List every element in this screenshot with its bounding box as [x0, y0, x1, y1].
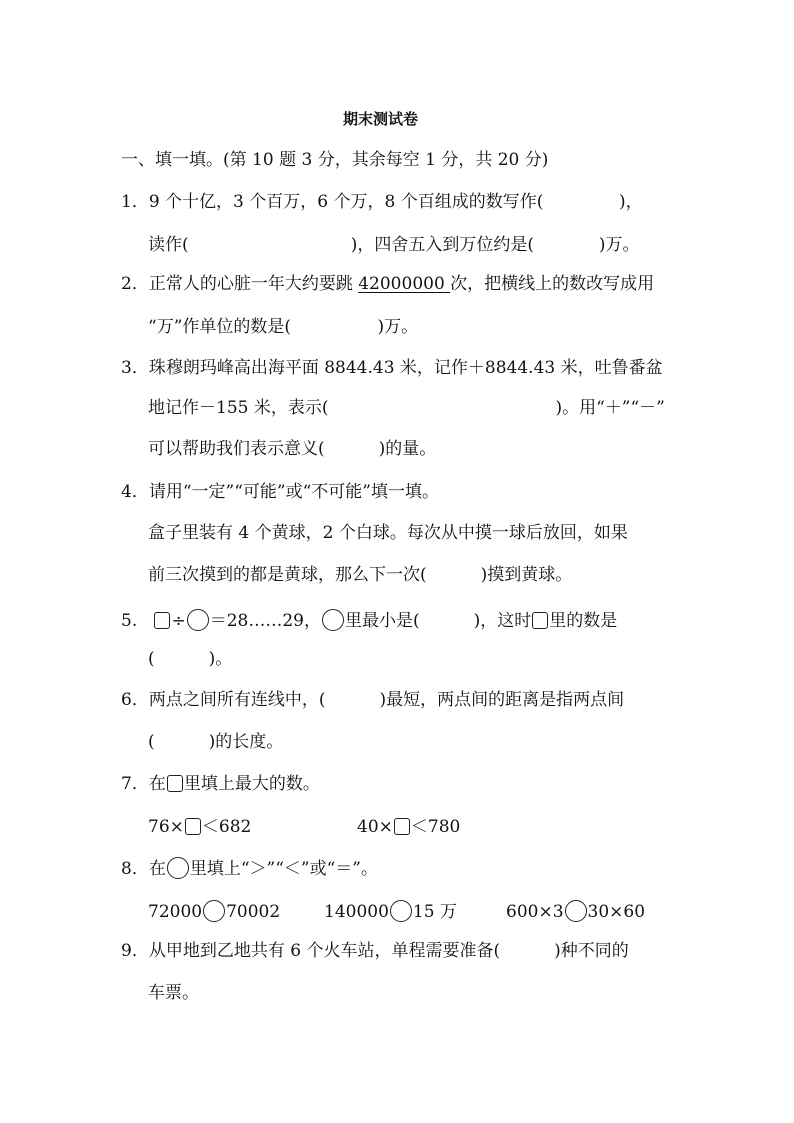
q7-line1: 7．在 里填上最大的数。	[121, 774, 320, 794]
q5-line2: ( )。	[148, 649, 233, 669]
q8-compare-2: 140000 15 万	[324, 902, 457, 922]
q9-line2: 车票。	[148, 983, 199, 1003]
section-heading: 一、填一填。(第 10 题 3 分，其余每空 1 分，共 20 分)	[121, 150, 549, 170]
q4-line1: 4．请用“一定”“可能”或“不可能”填一填。	[121, 482, 439, 502]
q3-line3: 可以帮助我们表示意义( )的量。	[148, 439, 437, 459]
q4-line2: 盒子里装有 4 个黄球，2 个白球。每次从中摸一球后放回，如果	[148, 523, 628, 543]
q7-expression-1: 76× ＜682	[148, 817, 252, 837]
q3-line2: 地记作－155 米，表示( )。用“＋”“－”	[148, 398, 665, 418]
q2-line2: “万”作单位的数是( )万。	[148, 317, 419, 337]
square-blank-icon	[154, 612, 170, 629]
q8-line1: 8．在 里填上“＞”“＜”或“＝”。	[121, 859, 378, 879]
square-blank-icon	[167, 775, 183, 792]
q8-compare-1: 72000 70002	[148, 902, 281, 922]
circle-blank-icon	[187, 609, 209, 631]
q1-line2: 读作( )，四舍五入到万位约是( )万。	[148, 235, 640, 255]
q7-expression-2: 40× ＜780	[357, 817, 461, 837]
circle-blank-icon	[167, 857, 189, 879]
q9-line1: 9．从甲地到乙地共有 6 个火车站，单程需要准备( )种不同的	[121, 941, 629, 961]
q8-compare-3: 600×3 30×60	[506, 902, 646, 922]
q3-line1: 3．珠穆朗玛峰高出海平面 8844.43 米，记作＋8844.43 米，吐鲁番盆	[121, 358, 663, 378]
q2-line1: 2．正常人的心脏一年大约要跳 42000000 次，把横线上的数改写成用	[121, 274, 655, 294]
q4-line3: 前三次摸到的都是黄球，那么下一次( )摸到黄球。	[148, 565, 573, 585]
square-blank-icon	[532, 612, 548, 629]
q5-line1: 5. ÷ ＝28……29， 里最小是( )，这时 里的数是	[121, 611, 618, 631]
q6-line1: 6．两点之间所有连线中，( )最短，两点间的距离是指两点间	[121, 690, 625, 710]
underlined-number: 42000000	[358, 274, 451, 294]
circle-blank-icon	[203, 900, 225, 922]
circle-blank-icon	[390, 900, 412, 922]
q6-line2: ( )的长度。	[148, 732, 284, 752]
page-title: 期末测试卷	[343, 110, 419, 128]
circle-blank-icon	[322, 609, 344, 631]
square-blank-icon	[185, 818, 201, 835]
circle-blank-icon	[565, 900, 587, 922]
square-blank-icon	[394, 818, 410, 835]
q1-line1: 1．9 个十亿，3 个百万，6 个万，8 个百组成的数写作( )，	[121, 192, 643, 212]
